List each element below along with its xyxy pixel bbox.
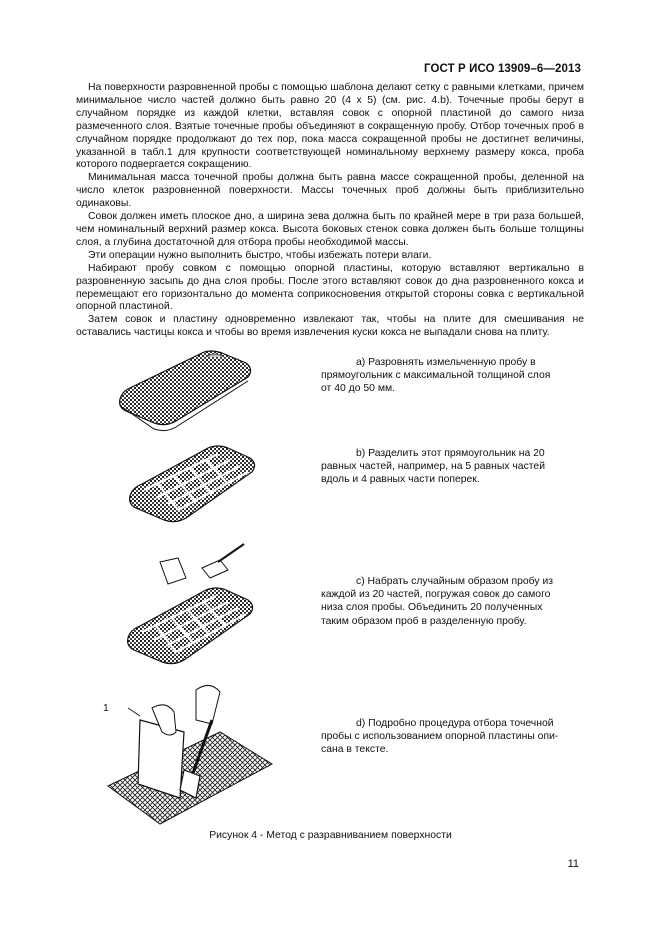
caption-a (321, 356, 583, 396)
caption-c (321, 575, 583, 628)
body-text (76, 82, 584, 340)
caption-line: прямоугольник с максимальной толщиной слоя (321, 370, 551, 382)
caption-line: пробы с использованием опорной пластины опи- (321, 731, 559, 743)
page-number: 11 (567, 858, 579, 870)
plate-icon (138, 720, 184, 798)
scoop-icon (202, 560, 228, 578)
caption-line: сана в тексте. (321, 744, 389, 756)
caption-line: низа слоя пробы. Объединить 20 полученных (321, 602, 543, 614)
caption-d (321, 717, 583, 757)
caption-line: а) Разровнять измельченную пробу в (356, 357, 536, 368)
caption-line: c) Набрать случайным образом пробу из (356, 576, 554, 587)
caption-line: от 40 до 50 мм. (321, 383, 395, 395)
document-header: ГОСТ Р ИСО 13909–6—2013 (424, 63, 581, 75)
caption-b (321, 447, 583, 487)
paragraph: Эти операции нужно выполнить быстро, чтобы избежать потери влаги. (88, 249, 432, 261)
caption-line: равных частей, например, на 5 равных частей (321, 461, 546, 473)
paragraph: Минимальная масса точечной пробы должна быть равна массе сокращенной пробы, деленной на число клеток разровненной поверхности. Массы точечных проб должны быть приблизительно одинаковы. (76, 172, 584, 210)
callout-label: 1 (103, 703, 109, 714)
figure-c-scoop-sampling (120, 540, 270, 670)
caption-line: d) Подробно процедура отбора точечной (356, 718, 554, 729)
caption-line: вдоль и 4 равных части поперек. (321, 474, 480, 486)
paragraph: На поверхности разровненной пробы с помощью шаблона делают сетку с равными клетками, причем минимальное число частей должно быть равно 20 (4 х 5) (см. рис. 4.b). Точечные пробы берут в случайном порядке из каждой клетки, вставляя совок с опорной пластиной до самого низа размеченного слоя. Взятые точечные пробы объединяют в сокращенную пробу. Отбор точечных проб в случайном порядке продолжают до тех пор, пока масса сокращенной пробы не достигнет величины, указанной в табл.1 для крупности соответствующей номинальному верхнему размеру кокса, проба которого подвергается сокращению. (76, 82, 584, 171)
caption-line: каждой из 20 частей, погружая совок до самого (321, 589, 551, 601)
figure-b-divided-pile (122, 440, 262, 535)
figure-d-sampling-procedure (100, 680, 290, 830)
plate-icon (160, 558, 186, 584)
paragraph: Совок должен иметь плоское дно, а ширина зева должна быть по крайней мере в три раза большей, чем номинальный верхний размер кокса. Высота боковых стенок совка должен быть больше толщины слоя, а глубина достаточной для отбора пробы необходимой массы. (76, 211, 584, 248)
paragraph: Затем совок и пластину одновременно извлекают так, чтобы на плите для смешивания не оставались частицы кокса и чтобы во время извлечения куски кокса не выпадали снова на плиту. (76, 314, 584, 339)
caption-line: таким образом проб в разделенную пробу. (321, 615, 527, 627)
figure-a-flattened-pile (110, 347, 260, 437)
caption-line: b) Разделить этот прямоугольник на 20 (356, 448, 545, 459)
figure-caption: Рисунок 4 - Метод с разравниванием поверхности (209, 830, 452, 841)
paragraph: Набирают пробу совком с помощью опорной пластины, которую вставляют вертикально в разровненную засыпь до дна слоя пробы. После этого вставляют совок до дна разровненного кокса и перемещают его горизонтально до момента соприкосновения открытой стороны совка с вертикальной опорной пластиной. (76, 262, 584, 313)
